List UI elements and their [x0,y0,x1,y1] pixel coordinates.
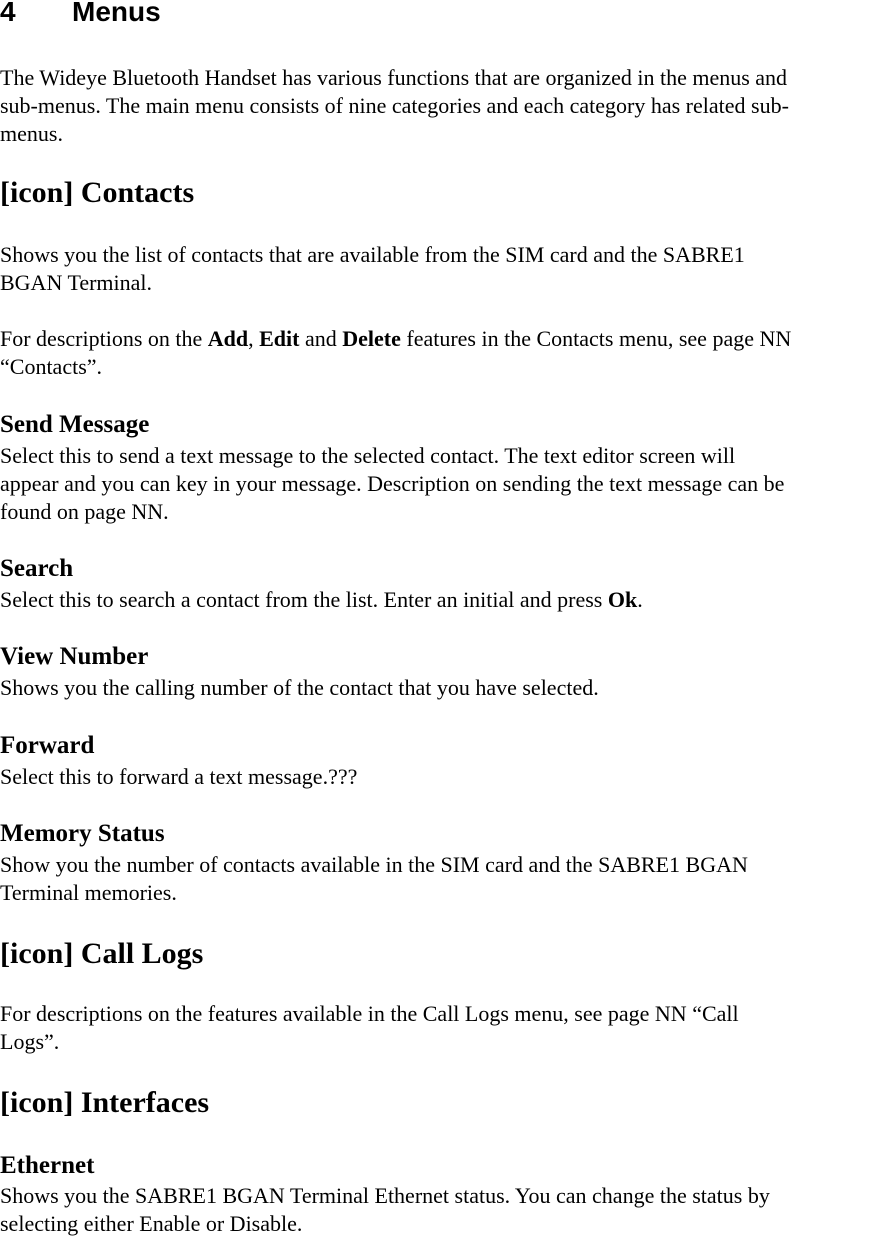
forward-text: Select this to forward a text message.??? [0,764,358,789]
see-also-sep-2: and [299,326,343,351]
see-also-suffix: features in the Contacts menu, see page NN [400,326,792,351]
ok-keyword: Ok [607,587,638,612]
contacts-see-also-line-1 [0,325,873,353]
send-message-title: Send Message [0,411,150,438]
intro-line-3: menus. [0,121,63,146]
forward-title: Forward [0,732,95,759]
intro-line-2: sub-menus. The main menu consists of nine categories and each category has related sub- [0,93,789,118]
send-message-line-3: found on page NN. [0,499,169,524]
contacts-desc-line-2: BGAN Terminal. [0,270,153,295]
edit-keyword: Edit [259,326,300,351]
search-text [0,586,873,614]
send-message-line-1: Select this to send a text message to the selected contact. The text editor screen will [0,443,736,468]
search-title: Search [0,555,74,582]
add-keyword: Add [207,326,249,351]
chapter-title: Menus [72,0,161,27]
intro-line-1: The Wideye Bluetooth Handset has various functions that are organized in the menus and [0,65,788,90]
view-number-text: Shows you the calling number of the contact that you have selected. [0,675,599,700]
memory-status-title: Memory Status [0,820,165,847]
contacts-heading: [icon] Contacts [0,176,195,209]
view-number-title: View Number [0,643,149,670]
ethernet-title: Ethernet [0,1152,95,1179]
delete-keyword: Delete [342,326,401,351]
contacts-see-also-line-2: “Contacts”. [0,354,103,379]
memory-status-line-2: Terminal memories. [0,880,177,905]
call-logs-line-2: Logs”. [0,1029,60,1054]
send-message-line-2: appear and you can key in your message. Description on sending the text message can be [0,471,785,496]
see-also-prefix: For descriptions on the [0,326,208,351]
chapter-number: 4 [0,0,16,27]
chapter-heading [0,0,161,30]
call-logs-line-1: For descriptions on the features available in the Call Logs menu, see page NN “Call [0,1001,739,1026]
ethernet-line-1: Shows you the SABRE1 BGAN Terminal Ethernet status. You can change the status by [0,1183,770,1208]
search-text-prefix: Select this to search a contact from the list. Enter an initial and press [0,587,608,612]
contacts-desc-line-1: Shows you the list of contacts that are available from the SIM card and the SABRE1 [0,242,745,267]
search-text-suffix: . [637,587,643,612]
memory-status-line-1: Show you the number of contacts available in the SIM card and the SABRE1 BGAN [0,852,748,877]
ethernet-line-2: selecting either Enable or Disable. [0,1211,303,1236]
see-also-sep-1: , [248,326,260,351]
call-logs-heading: [icon] Call Logs [0,937,204,970]
interfaces-heading: [icon] Interfaces [0,1086,210,1119]
